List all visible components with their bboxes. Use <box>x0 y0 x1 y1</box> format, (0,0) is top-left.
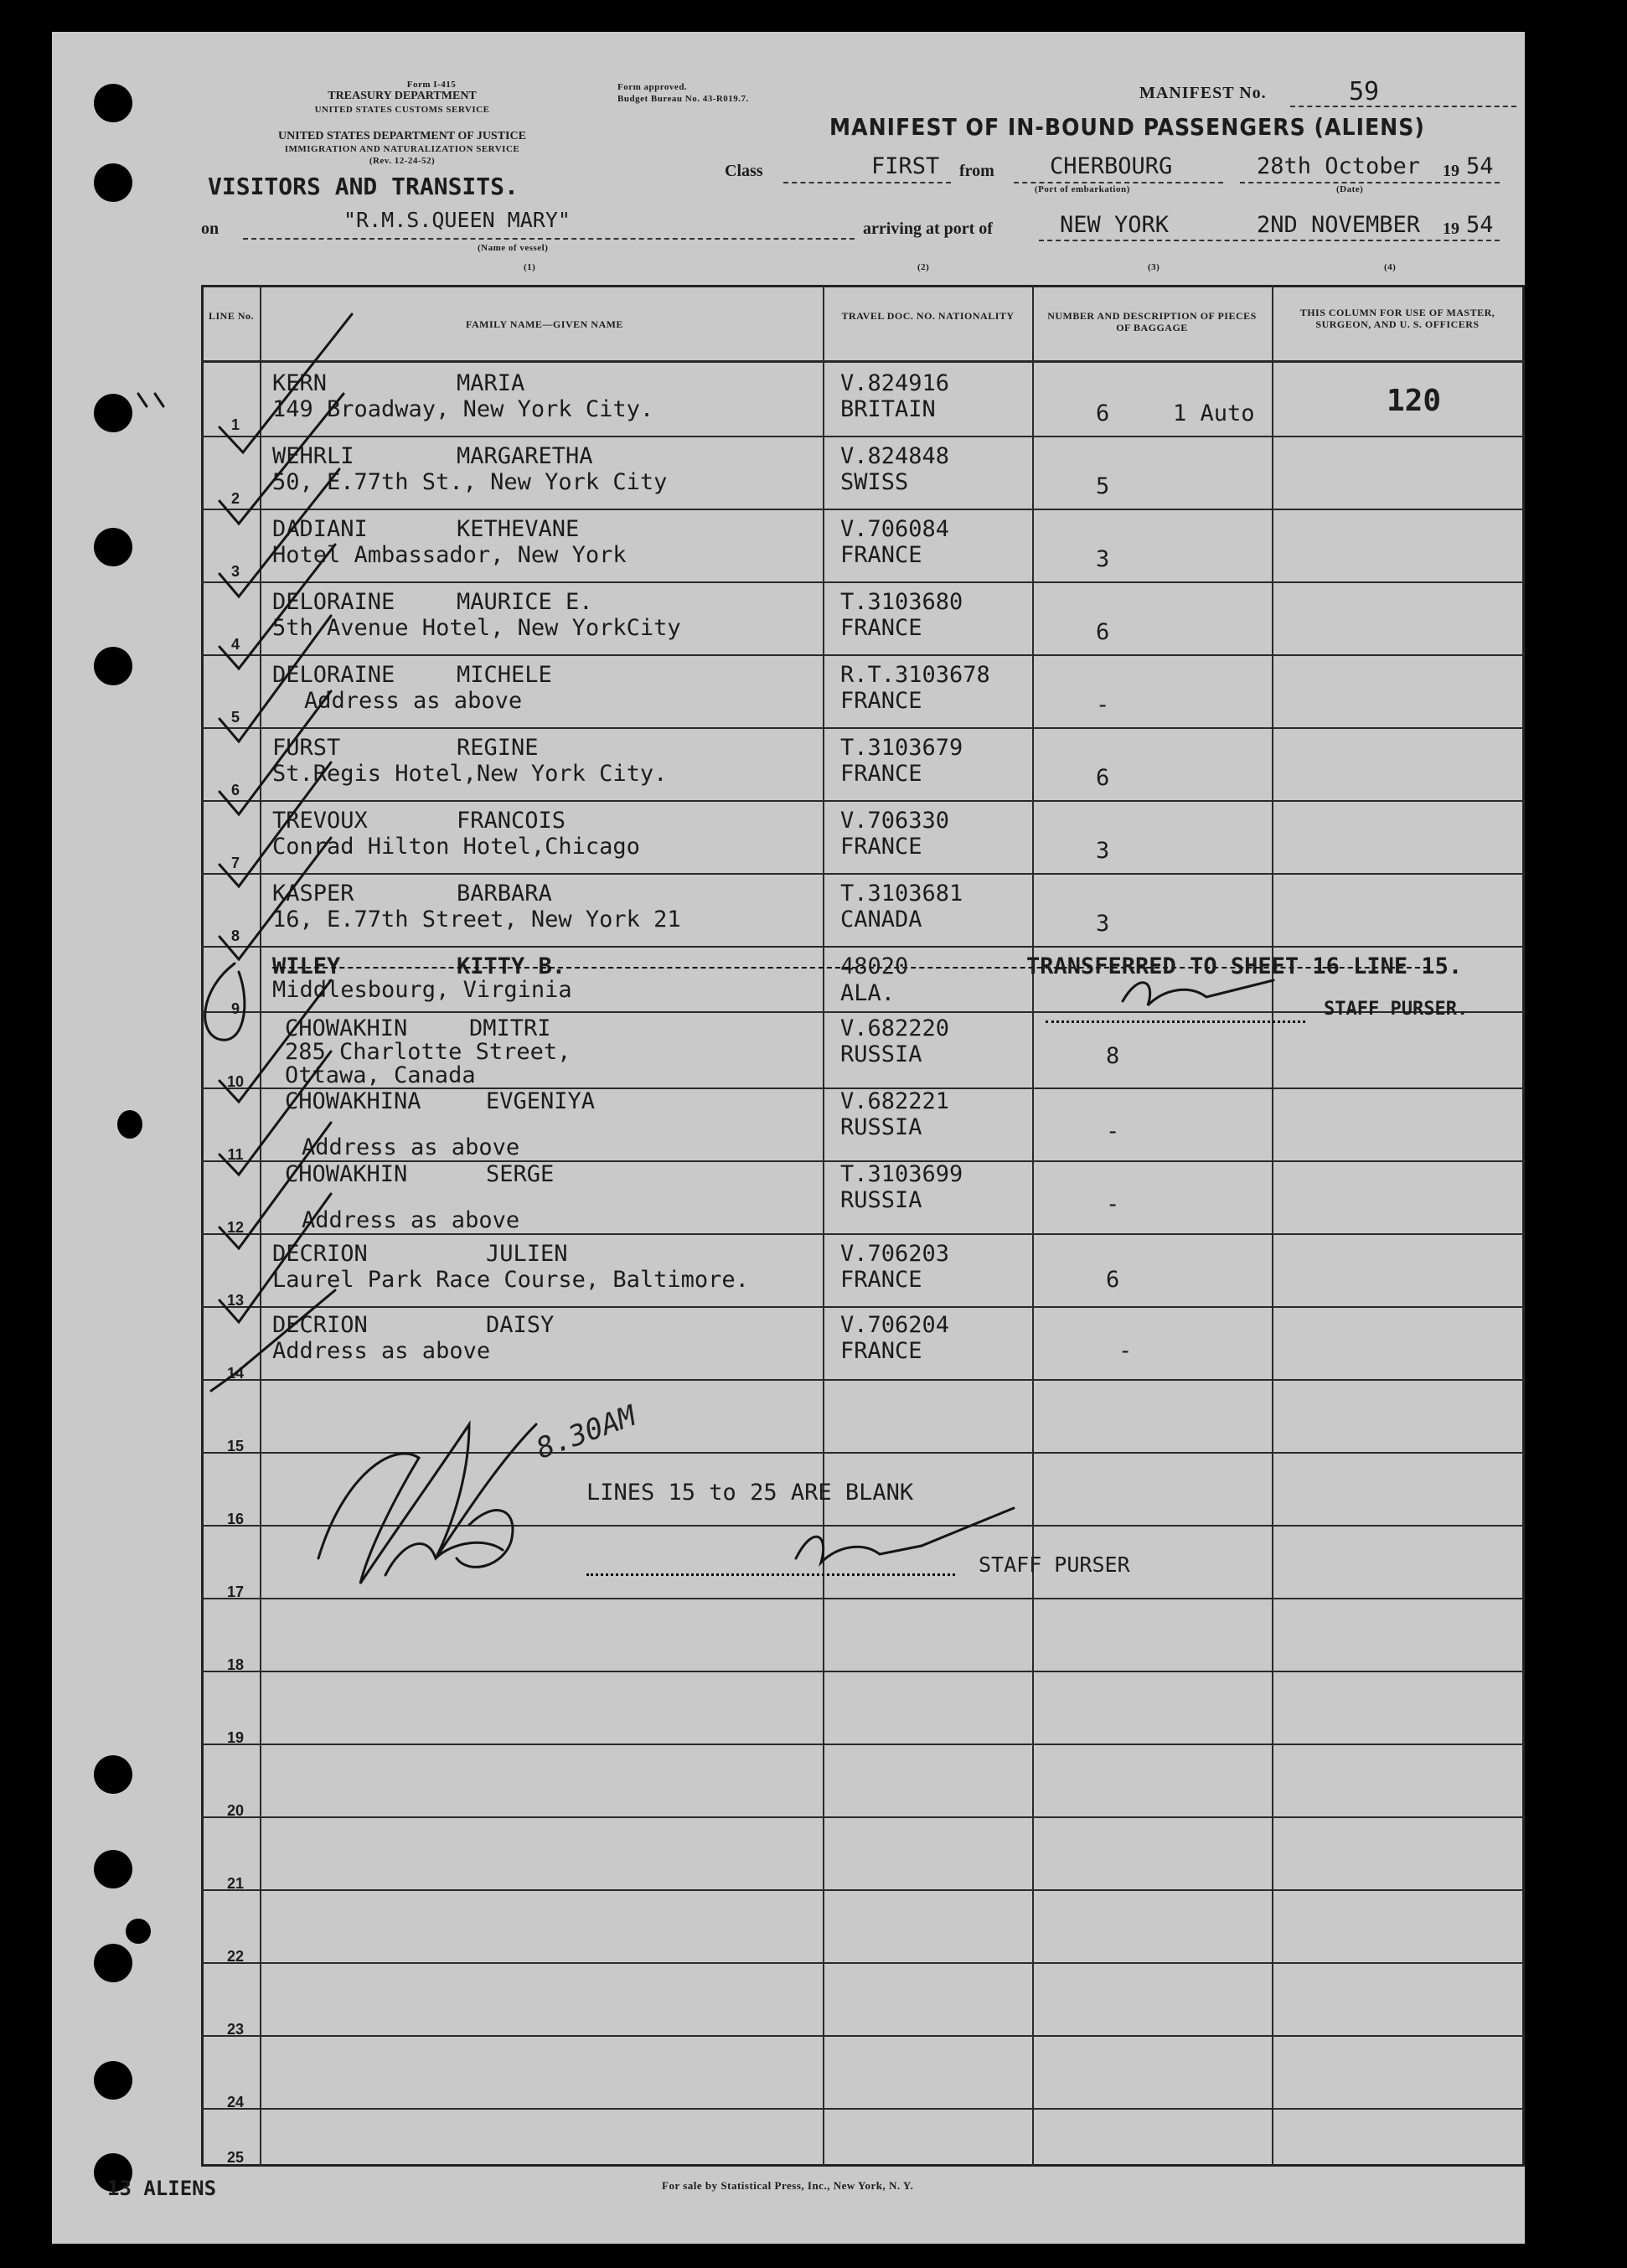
line-number: 8 <box>230 927 240 944</box>
travel-doc: R.T.3103678 <box>840 662 990 688</box>
address: Middlesbourg, Virginia <box>272 977 572 1003</box>
punch-hole <box>126 1919 151 1944</box>
address: Address as above <box>302 1134 520 1160</box>
line-number: 13 <box>226 1292 245 1309</box>
vessel-caption: (Name of vessel) <box>478 243 549 253</box>
line-number: 25 <box>226 2149 245 2166</box>
on-label: on <box>201 220 220 238</box>
underline <box>243 238 855 240</box>
row-divider <box>201 509 1525 510</box>
arriving-label: arriving at port of <box>863 220 993 238</box>
baggage: - <box>1096 692 1110 718</box>
given-name: FRANCOIS <box>457 808 566 834</box>
column-divider <box>1272 285 1273 2167</box>
row-divider <box>201 1525 1525 1527</box>
address: Conrad Hilton Hotel,Chicago <box>272 834 640 860</box>
line-number: 12 <box>226 1219 245 1236</box>
punch-hole <box>94 2061 132 2100</box>
line-number: 20 <box>226 1802 245 1819</box>
line-number: 22 <box>226 1948 245 1965</box>
address: Laurel Park Race Course, Baltimore. <box>272 1267 749 1293</box>
baggage: 6 <box>1096 400 1110 426</box>
line-number: 17 <box>226 1583 245 1600</box>
address: 50, E.77th St., New York City <box>272 469 668 495</box>
address: 285 Charlotte Street, <box>285 1039 571 1065</box>
punch-hole <box>94 647 132 685</box>
nationality: RUSSIA <box>840 1187 922 1213</box>
printer-credit: For sale by Statistical Press, Inc., New York, N. Y. <box>662 2179 914 2192</box>
customs-service: UNITED STATES CUSTOMS SERVICE <box>314 105 490 115</box>
nationality: SWISS <box>840 469 909 495</box>
punch-hole <box>94 528 132 566</box>
baggage: 8 <box>1106 1043 1120 1069</box>
given-name: JULIEN <box>486 1241 568 1267</box>
row-divider <box>201 581 1525 583</box>
family-name: CHOWAKHIN <box>285 1015 408 1041</box>
given-name: MARGARETHA <box>457 443 593 469</box>
baggage-extra: 1 Auto <box>1173 400 1255 426</box>
col-header-line: LINE No. <box>208 310 254 322</box>
address: 16, E.77th Street, New York 21 <box>272 907 681 933</box>
header-divider <box>201 360 1525 363</box>
travel-doc: V.682221 <box>840 1088 950 1114</box>
given-name: REGINE <box>457 735 539 761</box>
punch-hole <box>94 84 132 122</box>
column-divider <box>260 285 261 2167</box>
row-divider <box>201 1671 1525 1672</box>
embark-year: 54 <box>1466 153 1494 179</box>
form-approved: Form approved. <box>617 82 688 92</box>
nationality: BRITAIN <box>840 396 936 422</box>
baggage: 6 <box>1096 765 1110 791</box>
address: Address as above <box>272 1338 491 1364</box>
row-divider <box>201 727 1525 729</box>
baggage: 6 <box>1106 1267 1120 1293</box>
line-number: 5 <box>230 709 240 726</box>
line-number: 24 <box>226 2094 245 2110</box>
address: Address as above <box>302 1207 520 1233</box>
nationality: FRANCE <box>840 688 922 714</box>
from-label: from <box>959 162 994 180</box>
family-name: DECRION <box>272 1312 368 1338</box>
baggage: 6 <box>1096 619 1110 645</box>
row-divider <box>201 946 1525 948</box>
nationality: CANADA <box>840 907 922 933</box>
family-name: DECRION <box>272 1241 368 1267</box>
baggage: - <box>1118 1338 1133 1364</box>
row-divider <box>201 1962 1525 1964</box>
given-name: MAURICE E. <box>457 589 593 615</box>
address-line-2: Ottawa, Canada <box>285 1062 476 1088</box>
vessel-name: "R.M.S.QUEEN MARY" <box>343 208 571 232</box>
travel-doc: V.706330 <box>840 808 950 834</box>
port-caption: (Port of embarkation) <box>1035 184 1130 194</box>
row-divider <box>201 654 1525 656</box>
family-name: KASPER <box>272 881 354 907</box>
line-number: 2 <box>230 490 240 507</box>
line-number: 4 <box>230 636 240 653</box>
form-number: Form I-415 <box>406 80 457 90</box>
row-divider <box>201 1452 1525 1454</box>
underline <box>1290 106 1516 107</box>
transfer-note: TRANSFERRED TO SHEET 16 LINE 15. <box>1026 953 1463 979</box>
family-name-struck: WILEY <box>272 953 341 979</box>
travel-doc: V.706204 <box>840 1312 950 1338</box>
nationality: FRANCE <box>840 834 922 860</box>
given-name: MARIA <box>457 370 525 396</box>
travel-doc: T.3103680 <box>840 589 963 615</box>
line-number: 11 <box>227 1146 244 1163</box>
punch-hole <box>94 394 132 432</box>
punch-hole <box>94 1944 132 1982</box>
year-prefix: 19 <box>1443 220 1459 238</box>
handwritten-time: 8.30AM <box>532 1398 641 1466</box>
row-divider <box>201 2035 1525 2037</box>
manifest-title: MANIFEST OF IN-BOUND PASSENGERS (ALIENS) <box>829 113 1425 141</box>
class-value: FIRST <box>871 153 940 179</box>
aliens-count: 13 ALIENS <box>107 2177 217 2200</box>
line-number: 3 <box>230 563 240 580</box>
family-name: KERN <box>272 370 328 396</box>
arrival-year: 54 <box>1466 212 1494 238</box>
column-divider <box>823 285 824 2167</box>
family-name: DADIANI <box>272 516 368 542</box>
given-name: DMITRI <box>469 1015 551 1041</box>
family-name: DELORAINE <box>272 589 395 615</box>
row-divider <box>201 1744 1525 1745</box>
revision-label: (Rev. 12-24-52) <box>369 156 436 166</box>
column-number-4: (4) <box>1384 262 1397 272</box>
date-caption: (Date) <box>1336 184 1364 194</box>
family-name: FURST <box>272 735 341 761</box>
travel-doc: 48020 <box>840 953 909 979</box>
underline <box>1039 240 1500 241</box>
row-divider <box>201 800 1525 802</box>
dotted-line <box>586 1573 955 1576</box>
nationality: RUSSIA <box>840 1041 922 1067</box>
baggage: - <box>1106 1119 1120 1144</box>
row-divider <box>201 1816 1525 1818</box>
embarkation-port: CHERBOURG <box>1050 153 1173 179</box>
ins-label: IMMIGRATION AND NATURALIZATION SERVICE <box>284 144 520 154</box>
purser-label: STAFF PURSER. <box>1324 999 1469 1020</box>
punch-hole <box>94 163 132 202</box>
line-number: 21 <box>226 1875 245 1892</box>
travel-doc: V.682220 <box>840 1015 950 1041</box>
nationality: FRANCE <box>840 761 922 787</box>
given-name: EVGENIYA <box>486 1088 596 1114</box>
line-number: 1 <box>230 416 240 433</box>
punch-hole <box>94 1755 132 1794</box>
year-prefix: 19 <box>1443 162 1459 180</box>
travel-doc: V.824916 <box>840 370 950 396</box>
nationality: RUSSIA <box>840 1114 922 1140</box>
line-number: 6 <box>230 782 240 798</box>
nationality: FRANCE <box>840 1338 922 1364</box>
given-name: SERGE <box>486 1161 555 1187</box>
column-number-1: (1) <box>524 262 536 272</box>
travel-doc: T.3103681 <box>840 881 963 907</box>
underline <box>783 182 951 183</box>
underline <box>1240 182 1500 183</box>
family-name: DELORAINE <box>272 662 395 688</box>
nationality: FRANCE <box>840 615 922 641</box>
address: Address as above <box>304 688 523 714</box>
embark-date: 28th October <box>1257 153 1421 179</box>
line-number: 18 <box>226 1656 245 1673</box>
line-number: 19 <box>226 1729 245 1746</box>
punch-hole <box>94 1850 132 1888</box>
line-number: 16 <box>226 1511 245 1527</box>
baggage: 3 <box>1096 838 1110 864</box>
dotted-line <box>1046 1020 1305 1023</box>
col-header-baggage: NUMBER AND DESCRIPTION OF PIECES OF BAGGAGE <box>1047 310 1257 333</box>
given-name: MICHELE <box>457 662 552 688</box>
row-divider <box>201 436 1525 437</box>
nationality: FRANCE <box>840 542 922 568</box>
col-header-travel-doc: TRAVEL DOC. NO. NATIONALITY <box>841 310 1015 322</box>
address: 5th Avenue Hotel, New YorkCity <box>272 615 681 641</box>
underline <box>1014 182 1223 183</box>
visitors-and-transits: VISITORS AND TRANSITS. <box>208 173 519 200</box>
travel-doc: V.824848 <box>840 443 950 469</box>
family-name: WEHRLI <box>272 443 354 469</box>
line-number: 7 <box>230 855 240 871</box>
given-name: BARBARA <box>457 881 552 907</box>
baggage: - <box>1106 1191 1120 1217</box>
given-name-struck: KITTY B. <box>457 953 566 979</box>
row-divider <box>201 1889 1525 1891</box>
row-divider <box>201 1379 1525 1381</box>
budget-bureau: Budget Bureau No. 43-R019.7. <box>617 94 749 104</box>
department-of-justice: UNITED STATES DEPARTMENT OF JUSTICE <box>278 130 526 142</box>
nationality: FRANCE <box>840 1267 922 1293</box>
line-number: 14 <box>226 1365 245 1382</box>
address: St.Regis Hotel,New York City. <box>272 761 668 787</box>
line-number: 23 <box>226 2021 245 2038</box>
address: 149 Broadway, New York City. <box>272 396 654 422</box>
baggage: 3 <box>1096 546 1110 572</box>
row-divider <box>201 1598 1525 1599</box>
manifest-no-label: MANIFEST No. <box>1139 84 1267 102</box>
staff-purser-label: STAFF PURSER <box>979 1552 1130 1577</box>
line-number: 10 <box>226 1073 245 1090</box>
travel-doc: V.706203 <box>840 1241 950 1267</box>
baggage: 5 <box>1096 473 1110 499</box>
treasury-department: TREASURY DEPARTMENT <box>328 90 477 102</box>
given-name: KETHEVANE <box>457 516 580 542</box>
punch-hole <box>117 1110 142 1139</box>
given-name: DAISY <box>486 1312 555 1338</box>
row-divider <box>201 873 1525 875</box>
address: Hotel Ambassador, New York <box>272 542 627 568</box>
arrival-date: 2ND NOVEMBER <box>1257 212 1421 238</box>
family-name: TREVOUX <box>272 808 368 834</box>
manifest-number: 59 <box>1349 77 1380 106</box>
col-header-officers: THIS COLUMN FOR USE OF MASTER, SURGEON, AND U. S. OFFICERS <box>1299 307 1495 330</box>
column-number-2: (2) <box>917 262 930 272</box>
officer-note: 120 <box>1387 384 1442 418</box>
row-divider <box>201 1306 1525 1308</box>
nationality: ALA. <box>840 980 896 1006</box>
row-divider <box>201 1233 1525 1235</box>
class-label: Class <box>725 162 763 180</box>
row-divider <box>201 2108 1525 2110</box>
line-number: 15 <box>226 1438 245 1454</box>
col-header-name: FAMILY NAME—GIVEN NAME <box>466 318 623 330</box>
baggage: 3 <box>1096 911 1110 937</box>
travel-doc: V.706084 <box>840 516 950 542</box>
column-number-3: (3) <box>1148 262 1160 272</box>
family-name: CHOWAKHIN <box>285 1161 408 1187</box>
blank-lines-note: LINES 15 to 25 ARE BLANK <box>586 1480 914 1506</box>
travel-doc: T.3103699 <box>840 1161 963 1187</box>
column-divider <box>1032 285 1034 2167</box>
family-name: CHOWAKHINA <box>285 1088 421 1114</box>
line-number: 9 <box>230 1000 240 1017</box>
travel-doc: T.3103679 <box>840 735 963 761</box>
arrival-port: NEW YORK <box>1060 212 1170 238</box>
